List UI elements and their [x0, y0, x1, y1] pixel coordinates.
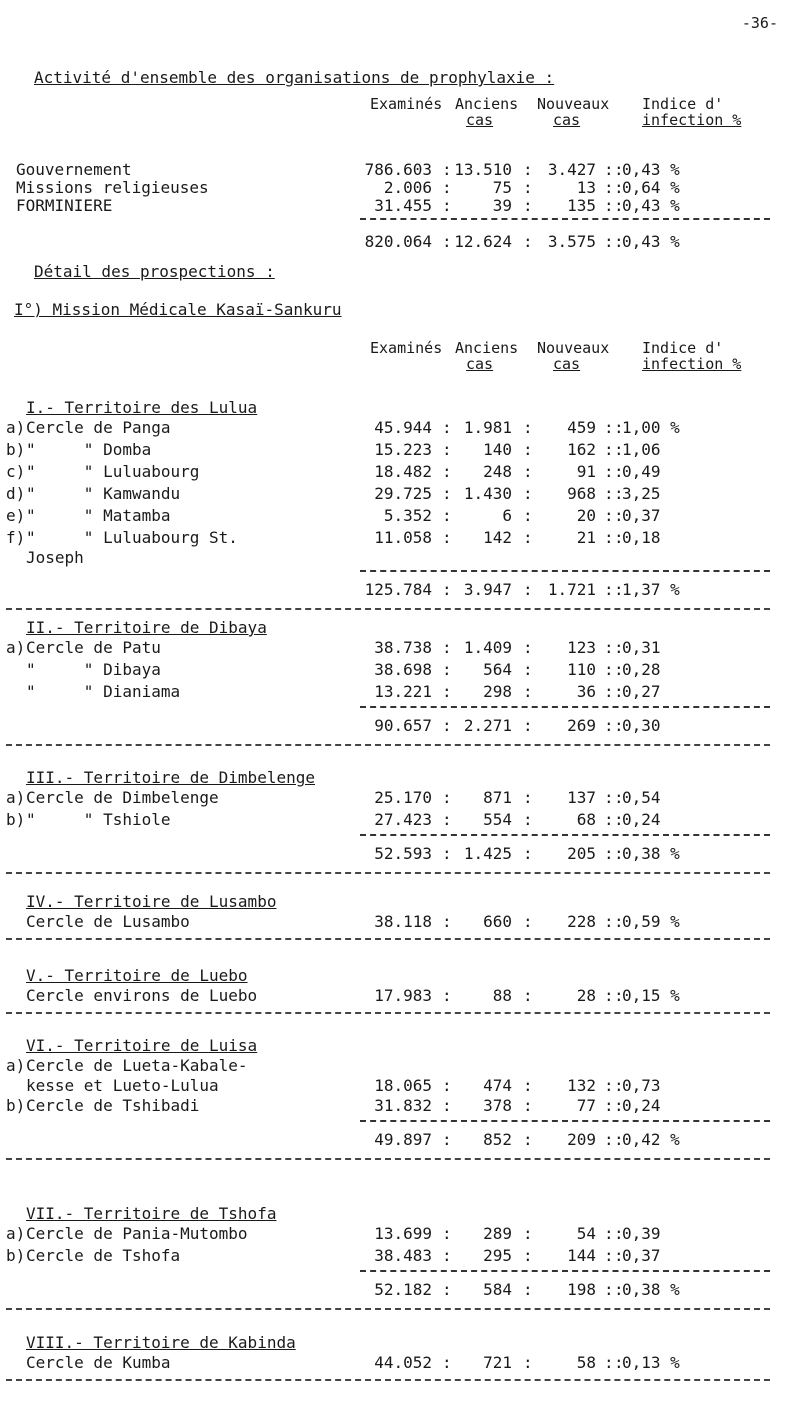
territory-6-total-sep-0: :: [442, 1280, 452, 1299]
territory-2-total-sep-0: :: [442, 844, 452, 863]
territory-6-row-0-sep-3: :: [614, 1224, 624, 1243]
territory-4-row-0-label: Cercle environs de Luebo: [26, 986, 258, 1005]
summary-row-2-examines: 31.455: [374, 196, 432, 215]
territory-2-row-1-sep-3: :: [614, 810, 624, 829]
territory-3-row-0-nouveaux: 228: [567, 912, 596, 931]
territory-0-row-0-sep-3: :: [614, 418, 624, 437]
territory-0-row-5-examines: 11.058: [374, 528, 432, 547]
summary-total-nouveaux: 3.575: [547, 232, 596, 251]
territory-0-row-3-sep-0: :: [442, 484, 452, 503]
territory-1-total-indice: 0,30: [622, 716, 661, 735]
territory-0-row-0-anciens: 1.981: [463, 418, 512, 437]
territory-6-row-1-indice: 0,37: [622, 1246, 661, 1265]
page-title: Activité d'ensemble des organisations de prophylaxie :: [34, 68, 555, 87]
territory-5-row-0-nouveaux: 132: [567, 1076, 596, 1095]
territory-0-row-1-tag: b): [6, 440, 26, 459]
territory-0-row-1-nouveaux: 162: [567, 440, 596, 459]
summary-row-0-nouveaux: 3.427: [547, 160, 596, 179]
summary-label-0: Gouvernement: [16, 160, 132, 179]
territory-0-row-3-indice: 3,25: [622, 484, 661, 503]
territory-5-row-1-anciens: 378: [483, 1096, 512, 1115]
territory-2-total-nouveaux: 205: [567, 844, 596, 863]
territory-6-row-1-sep-2: :: [604, 1246, 614, 1265]
territory-5-row-0-anciens: 474: [483, 1076, 512, 1095]
territory-0-total-anciens: 3.947: [463, 580, 512, 599]
territory-0-row-4-anciens: 6: [502, 506, 512, 525]
summary-row-2-sep-2: :: [604, 196, 614, 215]
territory-1-row-1-anciens: 564: [483, 660, 512, 679]
summary-row-1-sep-3: :: [614, 178, 624, 197]
territory-6-total-anciens: 584: [483, 1280, 512, 1299]
territory-0-row-3-anciens: 1.430: [463, 484, 512, 503]
territory-0-row-5-tag: f): [6, 528, 26, 547]
territory-5-total-indice: 0,42 %: [622, 1130, 680, 1149]
territory-0-row-4-label: " " Matamba: [26, 506, 171, 525]
territory-6-row-0-sep-0: :: [442, 1224, 452, 1243]
territory-0-row-1-indice: 1,06: [622, 440, 661, 459]
territory-6-total-sep-3: :: [614, 1280, 624, 1299]
territory-title-4: V.- Territoire de Luebo: [26, 966, 248, 985]
territory-3-row-0-examines: 38.118: [374, 912, 432, 931]
territory-4-row-0-sep-2: :: [604, 986, 614, 1005]
territory-title-0: I.- Territoire des Lulua: [26, 398, 258, 417]
territory-2-endrule: [6, 872, 770, 874]
territory-6-total-examines: 52.182: [374, 1280, 432, 1299]
summary-total-indice: 0,43 %: [622, 232, 680, 251]
summary-row-1-sep-2: :: [604, 178, 614, 197]
territory-0-row-1-sep-1: :: [523, 440, 533, 459]
territory-3-endrule: [6, 938, 770, 940]
territory-1-row-1-sep-1: :: [523, 660, 533, 679]
territory-2-row-1-tag: b): [6, 810, 26, 829]
territory-0-row-4-sep-2: :: [604, 506, 614, 525]
territory-0-subrule: [360, 570, 770, 572]
territory-0-row-4-tag: e): [6, 506, 26, 525]
territory-1-row-2-label: " " Dianiama: [26, 682, 181, 701]
territory-0-row-5-label2: Joseph: [26, 548, 84, 567]
territory-5-total-anciens: 852: [483, 1130, 512, 1149]
territory-0-row-2-examines: 18.482: [374, 462, 432, 481]
territory-0-row-2-nouveaux: 91: [576, 462, 596, 481]
mission-title: I°) Mission Médicale Kasaï-Sankuru: [14, 300, 342, 319]
territory-0-row-2-sep-0: :: [442, 462, 452, 481]
territory-6-row-1-nouveaux: 144: [567, 1246, 596, 1265]
territory-1-row-2-sep-2: :: [604, 682, 614, 701]
territory-1-row-0-label: Cercle de Patu: [26, 638, 161, 657]
col-examines-2: Examinés: [370, 339, 443, 357]
col-indice-2: Indice d': [642, 339, 724, 357]
territory-1-row-0-tag: a): [6, 638, 26, 657]
territory-0-row-1-sep-2: :: [604, 440, 614, 459]
territory-5-total-sep-0: :: [442, 1130, 452, 1149]
territory-0-row-2-sep-1: :: [523, 462, 533, 481]
territory-0-row-2-label: " " Luluabourg: [26, 462, 200, 481]
territory-1-row-1-sep-0: :: [442, 660, 452, 679]
page-number: -36-: [741, 14, 778, 32]
territory-5-subrule: [360, 1120, 770, 1122]
territory-0-row-2-sep-2: :: [604, 462, 614, 481]
territory-1-subrule: [360, 706, 770, 708]
territory-6-row-1-examines: 38.483: [374, 1246, 432, 1265]
summary-total-sep-1: :: [523, 232, 533, 251]
territory-6-row-0-indice: 0,39: [622, 1224, 661, 1243]
territory-5-row-1-sep-0: :: [442, 1096, 452, 1115]
territory-5-endrule: [6, 1158, 770, 1160]
territory-0-row-3-sep-1: :: [523, 484, 533, 503]
summary-total-examines: 820.064: [364, 232, 432, 251]
territory-0-total-examines: 125.784: [364, 580, 432, 599]
territory-5-row-1-tag: b): [6, 1096, 26, 1115]
territory-1-total-anciens: 2.271: [463, 716, 512, 735]
territory-7-row-0-sep-1: :: [523, 1353, 533, 1372]
territory-3-row-0-sep-1: :: [523, 912, 533, 931]
territory-4-row-0-anciens: 88: [492, 986, 512, 1005]
territory-5-total-sep-1: :: [523, 1130, 533, 1149]
territory-6-row-1-tag: b): [6, 1246, 26, 1265]
territory-5-row-1-sep-3: :: [614, 1096, 624, 1115]
territory-2-row-1-anciens: 554: [483, 810, 512, 829]
summary-row-1-examines: 2.006: [383, 178, 432, 197]
territory-2-row-0-tag: a): [6, 788, 26, 807]
territory-5-row-0-sep-2: :: [604, 1076, 614, 1095]
summary-row-2-sep-1: :: [523, 196, 533, 215]
territory-0-row-2-anciens: 248: [483, 462, 512, 481]
territory-6-row-0-sep-1: :: [523, 1224, 533, 1243]
territory-1-row-1-sep-3: :: [614, 660, 624, 679]
territory-5-row-0-sep-3: :: [614, 1076, 624, 1095]
territory-0-row-0-tag: a): [6, 418, 26, 437]
territory-1-row-0-sep-2: :: [604, 638, 614, 657]
territory-0-row-5-sep-3: :: [614, 528, 624, 547]
territory-6-endrule: [6, 1308, 770, 1310]
summary-label-1: Missions religieuses: [16, 178, 209, 197]
territory-6-row-1-anciens: 295: [483, 1246, 512, 1265]
territory-4-row-0-indice: 0,15 %: [622, 986, 680, 1005]
territory-0-total-sep-1: :: [523, 580, 533, 599]
territory-1-row-2-sep-3: :: [614, 682, 624, 701]
territory-2-row-0-anciens: 871: [483, 788, 512, 807]
territory-1-total-sep-0: :: [442, 716, 452, 735]
territory-0-row-5-nouveaux: 21: [576, 528, 596, 547]
territory-1-total-sep-2: :: [604, 716, 614, 735]
territory-5-total-sep-2: :: [604, 1130, 614, 1149]
territory-2-row-0-examines: 25.170: [374, 788, 432, 807]
territory-1-row-1-sep-2: :: [604, 660, 614, 679]
col-examines: Examinés: [370, 95, 443, 113]
territory-5-row-0-label2: kesse et Lueto-Lulua: [26, 1076, 219, 1095]
territory-7-row-0-label: Cercle de Kumba: [26, 1353, 171, 1372]
territory-2-total-sep-1: :: [523, 844, 533, 863]
territory-1-total-sep-1: :: [523, 716, 533, 735]
territory-3-row-0-label: Cercle de Lusambo: [26, 912, 190, 931]
territory-title-6: VII.- Territoire de Tshofa: [26, 1204, 277, 1223]
territory-0-row-3-sep-2: :: [604, 484, 614, 503]
territory-1-row-0-sep-1: :: [523, 638, 533, 657]
territory-1-row-2-sep-1: :: [523, 682, 533, 701]
territory-5-row-0-indice: 0,73: [622, 1076, 661, 1095]
territory-0-row-1-sep-0: :: [442, 440, 452, 459]
territory-5-total-examines: 49.897: [374, 1130, 432, 1149]
summary-row-0-sep-2: :: [604, 160, 614, 179]
territory-6-subrule: [360, 1270, 770, 1272]
territory-4-row-0-sep-3: :: [614, 986, 624, 1005]
territory-1-total-examines: 90.657: [374, 716, 432, 735]
territory-7-row-0-sep-3: :: [614, 1353, 624, 1372]
detail-title: Détail des prospections :: [34, 262, 275, 281]
territory-0-row-3-nouveaux: 968: [567, 484, 596, 503]
territory-6-total-indice: 0,38 %: [622, 1280, 680, 1299]
col-nouveaux: Nouveaux: [537, 95, 610, 113]
territory-0-row-5-sep-1: :: [523, 528, 533, 547]
territory-0-row-2-tag: c): [6, 462, 26, 481]
territory-2-row-0-sep-2: :: [604, 788, 614, 807]
territory-2-total-indice: 0,38 %: [622, 844, 680, 863]
territory-3-row-0-sep-2: :: [604, 912, 614, 931]
col-anciens-2: Anciens: [455, 339, 519, 357]
territory-0-row-0-sep-1: :: [523, 418, 533, 437]
territory-1-row-1-indice: 0,28: [622, 660, 661, 679]
territory-7-endrule: [6, 1379, 770, 1381]
col-indice-infection-2: infection %: [642, 355, 742, 373]
territory-1-row-0-sep-3: :: [614, 638, 624, 657]
summary-row-0-examines: 786.603: [364, 160, 432, 179]
territory-1-row-2-anciens: 298: [483, 682, 512, 701]
territory-2-row-0-sep-0: :: [442, 788, 452, 807]
col-nouveaux-2: Nouveaux: [537, 339, 610, 357]
col-anciens-cas-2: cas: [466, 355, 494, 373]
territory-5-row-1-sep-1: :: [523, 1096, 533, 1115]
territory-5-row-0-label: Cercle de Lueta-Kabale-: [26, 1056, 248, 1075]
territory-5-row-1-sep-2: :: [604, 1096, 614, 1115]
territory-0-row-4-examines: 5.352: [383, 506, 432, 525]
summary-row-0-anciens: 13.510: [454, 160, 512, 179]
territory-3-row-0-indice: 0,59 %: [622, 912, 680, 931]
col-indice: Indice d': [642, 95, 724, 113]
territory-1-row-1-label: " " Dibaya: [26, 660, 161, 679]
territory-4-row-0-sep-1: :: [523, 986, 533, 1005]
territory-2-row-0-label: Cercle de Dimbelenge: [26, 788, 219, 807]
territory-7-row-0-indice: 0,13 %: [622, 1353, 680, 1372]
territory-2-row-0-indice: 0,54: [622, 788, 661, 807]
summary-total-sep-2: :: [604, 232, 614, 251]
territory-3-row-0-sep-3: :: [614, 912, 624, 931]
territory-title-7: VIII.- Territoire de Kabinda: [26, 1333, 296, 1352]
territory-0-row-3-sep-3: :: [614, 484, 624, 503]
territory-0-total-indice: 1,37 %: [622, 580, 680, 599]
territory-0-row-2-indice: 0,49: [622, 462, 661, 481]
territory-0-row-1-sep-3: :: [614, 440, 624, 459]
territory-1-row-0-indice: 0,31: [622, 638, 661, 657]
territory-2-row-1-examines: 27.423: [374, 810, 432, 829]
territory-0-endrule: [6, 608, 770, 610]
territory-0-row-0-indice: 1,00 %: [622, 418, 680, 437]
territory-2-row-1-sep-0: :: [442, 810, 452, 829]
territory-0-row-0-examines: 45.944: [374, 418, 432, 437]
territory-0-row-1-label: " " Domba: [26, 440, 152, 459]
territory-2-row-1-sep-2: :: [604, 810, 614, 829]
territory-1-row-2-examines: 13.221: [374, 682, 432, 701]
territory-2-total-examines: 52.593: [374, 844, 432, 863]
territory-title-3: IV.- Territoire de Lusambo: [26, 892, 277, 911]
territory-0-total-sep-0: :: [442, 580, 452, 599]
summary-row-2-indice: 0,43 %: [622, 196, 680, 215]
territory-1-row-2-sep-0: :: [442, 682, 452, 701]
territory-0-row-5-indice: 0,18: [622, 528, 661, 547]
summary-row-0-sep-3: :: [614, 160, 624, 179]
territory-0-total-nouveaux: 1.721: [547, 580, 596, 599]
territory-2-total-anciens: 1.425: [463, 844, 512, 863]
summary-row-1-indice: 0,64 %: [622, 178, 680, 197]
territory-6-row-0-anciens: 289: [483, 1224, 512, 1243]
col-nouveaux-cas: cas: [553, 111, 581, 129]
summary-row-1-anciens: 75: [492, 178, 512, 197]
territory-5-total-sep-3: :: [614, 1130, 624, 1149]
territory-1-endrule: [6, 744, 770, 746]
territory-5-row-1-indice: 0,24: [622, 1096, 661, 1115]
territory-3-row-0-anciens: 660: [483, 912, 512, 931]
territory-6-row-1-sep-0: :: [442, 1246, 452, 1265]
territory-5-row-0-examines: 18.065: [374, 1076, 432, 1095]
territory-7-row-0-sep-0: :: [442, 1353, 452, 1372]
territory-1-row-2-indice: 0,27: [622, 682, 661, 701]
territory-2-row-0-sep-3: :: [614, 788, 624, 807]
territory-6-total-nouveaux: 198: [567, 1280, 596, 1299]
territory-0-row-3-label: " " Kamwandu: [26, 484, 181, 503]
territory-2-row-1-nouveaux: 68: [576, 810, 596, 829]
summary-total-sep-0: :: [442, 232, 452, 251]
summary-row-1-nouveaux: 13: [576, 178, 596, 197]
summary-row-0-sep-1: :: [523, 160, 533, 179]
territory-0-row-4-nouveaux: 20: [576, 506, 596, 525]
territory-6-row-0-nouveaux: 54: [576, 1224, 596, 1243]
territory-5-row-1-label: Cercle de Tshibadi: [26, 1096, 200, 1115]
territory-title-1: II.- Territoire de Dibaya: [26, 618, 267, 637]
territory-0-row-3-examines: 29.725: [374, 484, 432, 503]
territory-0-row-0-sep-2: :: [604, 418, 614, 437]
summary-total-sep-3: :: [614, 232, 624, 251]
territory-4-row-0-examines: 17.983: [374, 986, 432, 1005]
col-anciens-cas: cas: [466, 111, 494, 129]
territory-0-row-4-sep-3: :: [614, 506, 624, 525]
col-nouveaux-cas-2: cas: [553, 355, 581, 373]
summary-row-1-sep-1: :: [523, 178, 533, 197]
territory-4-row-0-sep-0: :: [442, 986, 452, 1005]
territory-6-total-sep-1: :: [523, 1280, 533, 1299]
territory-0-row-5-sep-2: :: [604, 528, 614, 547]
territory-5-row-0-sep-1: :: [523, 1076, 533, 1095]
territory-2-row-1-indice: 0,24: [622, 810, 661, 829]
territory-6-row-0-examines: 13.699: [374, 1224, 432, 1243]
territory-7-row-0-sep-2: :: [604, 1353, 614, 1372]
territory-0-row-1-anciens: 140: [483, 440, 512, 459]
territory-1-row-0-anciens: 1.409: [463, 638, 512, 657]
territory-0-row-1-examines: 15.223: [374, 440, 432, 459]
territory-3-row-0-sep-0: :: [442, 912, 452, 931]
summary-row-2-sep-0: :: [442, 196, 452, 215]
territory-2-total-sep-2: :: [604, 844, 614, 863]
territory-2-total-sep-3: :: [614, 844, 624, 863]
territory-5-total-nouveaux: 209: [567, 1130, 596, 1149]
summary-row-2-sep-3: :: [614, 196, 624, 215]
territory-1-row-1-examines: 38.698: [374, 660, 432, 679]
summary-row-1-sep-0: :: [442, 178, 452, 197]
summary-total-rule: [360, 218, 770, 220]
territory-0-row-4-indice: 0,37: [622, 506, 661, 525]
territory-0-row-5-anciens: 142: [483, 528, 512, 547]
territory-5-row-1-nouveaux: 77: [576, 1096, 596, 1115]
territory-0-row-4-sep-1: :: [523, 506, 533, 525]
territory-0-total-sep-3: :: [614, 580, 624, 599]
territory-0-row-3-tag: d): [6, 484, 26, 503]
territory-6-row-0-tag: a): [6, 1224, 26, 1243]
col-anciens: Anciens: [455, 95, 519, 113]
territory-0-row-0-sep-0: :: [442, 418, 452, 437]
territory-0-row-5-sep-0: :: [442, 528, 452, 547]
territory-0-row-2-sep-3: :: [614, 462, 624, 481]
territory-0-row-4-sep-0: :: [442, 506, 452, 525]
summary-row-2-anciens: 39: [492, 196, 512, 215]
territory-0-row-0-nouveaux: 459: [567, 418, 596, 437]
territory-6-row-1-label: Cercle de Tshofa: [26, 1246, 181, 1265]
territory-2-row-0-nouveaux: 137: [567, 788, 596, 807]
territory-2-row-1-label: " " Tshiole: [26, 810, 171, 829]
territory-2-subrule: [360, 834, 770, 836]
territory-title-5: VI.- Territoire de Luisa: [26, 1036, 258, 1055]
territory-1-total-nouveaux: 269: [567, 716, 596, 735]
summary-row-0-sep-0: :: [442, 160, 452, 179]
territory-2-row-1-sep-1: :: [523, 810, 533, 829]
territory-6-total-sep-2: :: [604, 1280, 614, 1299]
territory-0-row-0-label: Cercle de Panga: [26, 418, 171, 437]
territory-5-row-0-tag: a): [6, 1056, 26, 1075]
territory-title-2: III.- Territoire de Dimbelenge: [26, 768, 315, 787]
territory-6-row-1-sep-1: :: [523, 1246, 533, 1265]
territory-4-endrule: [6, 1012, 770, 1014]
summary-row-2-nouveaux: 135: [567, 196, 596, 215]
territory-1-row-0-sep-0: :: [442, 638, 452, 657]
summary-total-anciens: 12.624: [454, 232, 512, 251]
territory-6-row-1-sep-3: :: [614, 1246, 624, 1265]
territory-1-row-1-nouveaux: 110: [567, 660, 596, 679]
summary-label-2: FORMINIERE: [16, 196, 113, 215]
territory-2-row-0-sep-1: :: [523, 788, 533, 807]
territory-7-row-0-examines: 44.052: [374, 1353, 432, 1372]
territory-1-row-0-nouveaux: 123: [567, 638, 596, 657]
territory-4-row-0-nouveaux: 28: [576, 986, 596, 1005]
territory-6-row-0-sep-2: :: [604, 1224, 614, 1243]
territory-6-row-0-label: Cercle de Pania-Mutombo: [26, 1224, 248, 1243]
territory-1-row-0-examines: 38.738: [374, 638, 432, 657]
territory-7-row-0-anciens: 721: [483, 1353, 512, 1372]
territory-0-total-sep-2: :: [604, 580, 614, 599]
territory-5-row-1-examines: 31.832: [374, 1096, 432, 1115]
territory-5-row-0-sep-0: :: [442, 1076, 452, 1095]
territory-7-row-0-nouveaux: 58: [576, 1353, 596, 1372]
col-indice-infection: infection %: [642, 111, 742, 129]
territory-1-row-2-nouveaux: 36: [576, 682, 596, 701]
territory-1-total-sep-3: :: [614, 716, 624, 735]
territory-0-row-5-label: " " Luluabourg St.: [26, 528, 238, 547]
summary-row-0-indice: 0,43 %: [622, 160, 680, 179]
